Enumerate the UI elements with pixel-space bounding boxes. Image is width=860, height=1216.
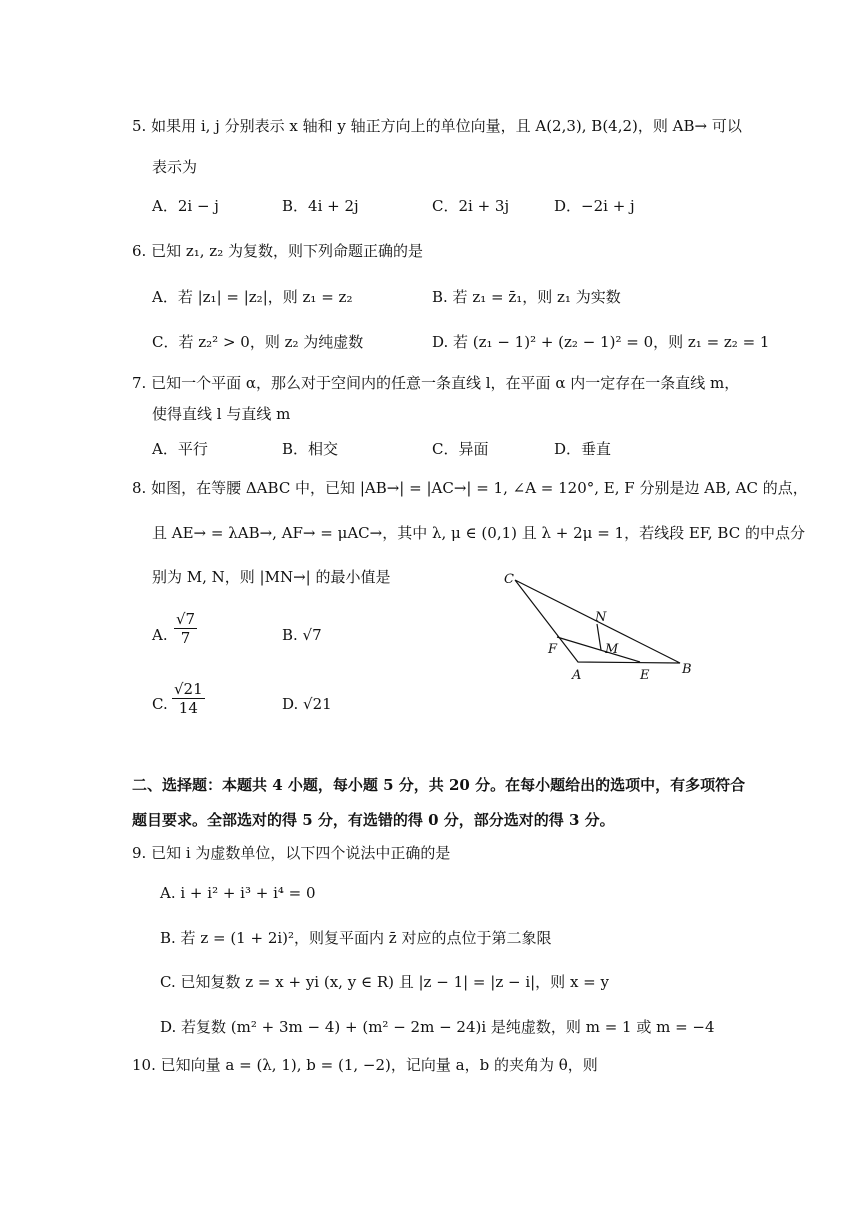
q9-option-d: D. 若复数 (m² + 3m − 4) + (m² − 2m − 24)i 是纯虚数，则 m = 1 或 m = −4 bbox=[160, 1018, 715, 1036]
q8-option-c-denominator: 14 bbox=[178, 699, 198, 717]
q8-option-c-numerator: √21 bbox=[174, 680, 203, 698]
q8-option-a-fraction bbox=[174, 610, 197, 647]
q7-option-a: A．平行 bbox=[152, 440, 208, 458]
q7-line2: 使得直线 l 与直线 m bbox=[152, 405, 291, 423]
q8-option-a-numerator: √7 bbox=[176, 610, 196, 628]
q5-option-d: D．−2i + j bbox=[554, 197, 635, 215]
q8-option-d: D. √21 bbox=[282, 695, 332, 713]
q9-stem: 9. 已知 i 为虚数单位，以下四个说法中正确的是 bbox=[132, 844, 451, 862]
q7-option-b: B．相交 bbox=[282, 440, 339, 458]
q6-option-c: C．若 z₂² > 0，则 z₂ 为纯虚数 bbox=[152, 333, 364, 351]
q8-option-c-fraction bbox=[172, 680, 205, 717]
q6-option-d: D. 若 (z₁ − 1)² + (z₂ − 1)² = 0，则 z₁ = z₂ = 1 bbox=[432, 333, 770, 351]
q5-option-c: C．2i + 3j bbox=[432, 197, 510, 215]
q5-line1: 5. 如果用 i, j 分别表示 x 轴和 y 轴正方向上的单位向量，且 A(2,3), B(4,2)，则 AB→ 可以 bbox=[132, 117, 742, 135]
q10-stem: 10. 已知向量 a = (λ, 1), b = (1, −2)，记向量 a，b 的夹角为 θ，则 bbox=[132, 1056, 598, 1074]
label-e: E bbox=[640, 668, 650, 683]
q5-line2: 表示为 bbox=[152, 158, 198, 176]
label-c: C bbox=[504, 572, 514, 587]
segment-nm bbox=[597, 624, 601, 650]
label-n: N bbox=[595, 610, 607, 625]
q8-option-a-denominator: 7 bbox=[180, 629, 191, 647]
q8-option-b: B. √7 bbox=[282, 626, 322, 644]
label-a: A bbox=[572, 668, 582, 683]
segment-fe bbox=[557, 637, 640, 662]
q8-line2: 且 AE→ = λAB→, AF→ = μAC→，其中 λ, μ ∈ (0,1) 且 λ + 2μ = 1，若线段 EF, BC 的中点分 bbox=[152, 524, 805, 542]
label-f: F bbox=[548, 642, 558, 657]
q6-option-b: B. 若 z₁ = z̄₁，则 z₁ 为实数 bbox=[432, 288, 621, 306]
q9-option-a: A. i + i² + i³ + i⁴ = 0 bbox=[160, 884, 316, 902]
q7-option-d: D．垂直 bbox=[554, 440, 612, 458]
q8-option-c-label: C. bbox=[152, 695, 168, 713]
q5-option-a: A．2i − j bbox=[152, 197, 219, 215]
section2-line1: 二、选择题：本题共 4 小题，每小题 5 分，共 20 分。在每小题给出的选项中，有多项符合 bbox=[132, 776, 746, 794]
q8-option-a-label: A. bbox=[152, 626, 168, 644]
q8-line3: 别为 M, N，则 |MN→| 的最小值是 bbox=[152, 568, 391, 586]
q9-option-c: C. 已知复数 z = x + yi (x, y ∈ R) 且 |z − 1| = |z − i|，则 x = y bbox=[160, 973, 609, 991]
q5-option-b: B．4i + 2j bbox=[282, 197, 359, 215]
section2-line2: 题目要求。全部选对的得 5 分，有选错的得 0 分，部分选对的得 3 分。 bbox=[132, 811, 615, 829]
triangle-figure bbox=[490, 565, 710, 690]
q6-stem: 6. 已知 z₁, z₂ 为复数，则下列命题正确的是 bbox=[132, 242, 423, 260]
q7-line1: 7. 已知一个平面 α，那么对于空间内的任意一条直线 l，在平面 α 内一定存在一条直线 m， bbox=[132, 374, 740, 392]
label-m: M bbox=[605, 642, 619, 657]
q8-line1: 8. 如图，在等腰 ΔABC 中，已知 |AB→| = |AC→| = 1, ∠A = 120°, E, F 分别是边 AB, AC 的点， bbox=[132, 479, 808, 497]
q6-option-a: A．若 |z₁| = |z₂|，则 z₁ = z₂ bbox=[152, 288, 353, 306]
label-b: B bbox=[682, 662, 692, 677]
q7-option-c: C．异面 bbox=[432, 440, 489, 458]
q9-option-b: B. 若 z = (1 + 2i)²，则复平面内 z̄ 对应的点位于第二象限 bbox=[160, 929, 552, 947]
